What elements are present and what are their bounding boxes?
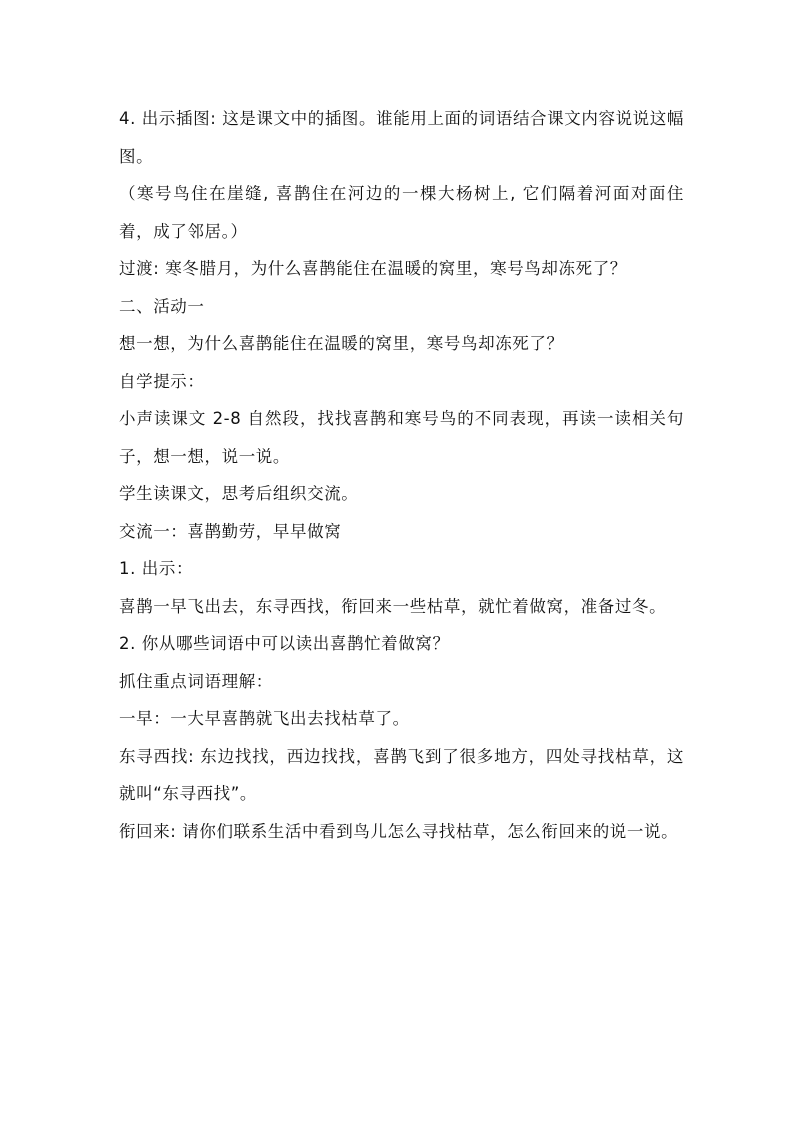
paragraph-illustration-answer: （寒号鸟住在崖缝, 喜鹊住在河边的一棵大杨树上, 它们隔着河面对面住着，成了邻居。） bbox=[119, 184, 684, 241]
paragraph-question-words: 2. 你从哪些词语中可以读出喜鹊忙着做窝？ bbox=[119, 634, 450, 653]
paragraph-key-words-label: 抓住重点词语理解： bbox=[119, 671, 273, 691]
paragraph-search-everywhere: 东寻西找: 东边找找，西边找找，喜鹊飞到了很多地方，四处寻找枯草，这就叫“东寻西找”。 bbox=[119, 746, 684, 803]
paragraph-carry-back: 衔回来: 请你们联系生活中看到鸟儿怎么寻找枯草，怎么衔回来的说一说。 bbox=[119, 821, 679, 841]
section-heading-activity-one: 二、活动一 bbox=[119, 296, 205, 316]
document-body bbox=[119, 100, 684, 850]
paragraph-exchange-one: 交流一：喜鹊勤劳，早早做窝 bbox=[119, 521, 342, 541]
paragraph-show-illustration: 4. 出示插图: 这是课文中的插图。谁能用上面的词语结合课文内容说说这幅图。 bbox=[119, 109, 684, 166]
paragraph-show-label: 1. 出示： bbox=[119, 559, 194, 578]
paragraph-self-study-tip-label: 自学提示： bbox=[119, 371, 205, 391]
paragraph-think-question: 想一想，为什么喜鹊能住在温暖的窝里，寒号鸟却冻死了？ bbox=[119, 334, 564, 353]
paragraph-transition: 过渡: 寒冬腊月，为什么喜鹊能住在温暖的窝里，寒号鸟却冻死了？ bbox=[119, 259, 627, 278]
paragraph-early-morning: 一早：一大早喜鹊就飞出去找枯草了。 bbox=[119, 709, 410, 728]
paragraph-self-study-tip: 小声读课文 2-8 自然段，找找喜鹊和寒号鸟的不同表现，再读一读相关句子，想一想，说一说。 bbox=[119, 409, 684, 466]
paragraph-students-read: 学生读课文，思考后组织交流。 bbox=[119, 484, 359, 503]
paragraph-magpie-sentence: 喜鹊一早飞出去，东寻西找，衔回来一些枯草，就忙着做窝，准备过冬。 bbox=[119, 596, 667, 616]
